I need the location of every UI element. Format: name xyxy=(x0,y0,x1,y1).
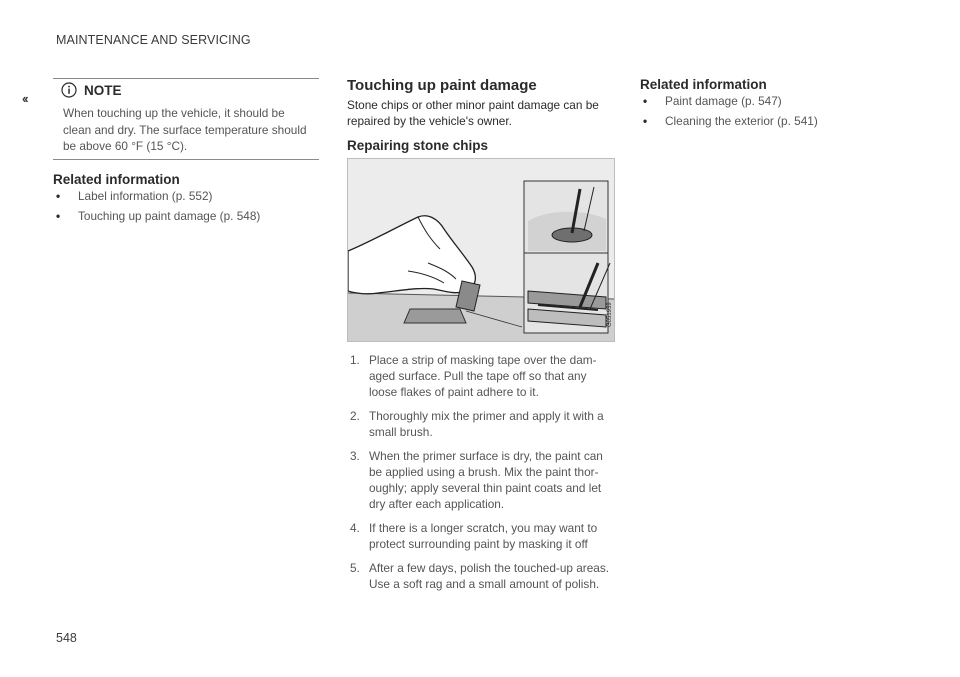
info-icon xyxy=(61,82,77,98)
related-link-label-information[interactable]: • Label information (p. 552) xyxy=(56,189,213,203)
right-related-heading: Related information xyxy=(640,77,767,92)
bullet: • xyxy=(56,189,61,203)
note-box xyxy=(53,78,319,160)
running-header: MAINTENANCE AND SERVICING xyxy=(56,33,251,47)
subheading-stone-chips: Repairing stone chips xyxy=(347,138,489,153)
continued-from-previous-icon: ‹‹ xyxy=(22,91,27,106)
step-item: 1. Place a strip of masking tape over the dam-aged surface. Pull the tape off so that any loose flakes of paint adhere to it. xyxy=(350,353,597,399)
page-number: 548 xyxy=(56,631,77,645)
related-link-paint-damage[interactable]: • Paint damage (p. 547) xyxy=(643,94,782,108)
bullet: • xyxy=(643,94,648,108)
note-header xyxy=(61,82,122,98)
section-title: Touching up paint damage xyxy=(347,77,537,94)
left-related-list xyxy=(53,188,319,224)
left-related-section xyxy=(53,172,319,228)
repair-steps xyxy=(347,352,615,600)
step-item: 4. If there is a longer scratch, you may want to protect surrounding paint by masking it off xyxy=(350,521,598,551)
figure-code: G051939 xyxy=(607,302,613,327)
related-link-touching-up[interactable]: • Touching up paint damage (p. 548) xyxy=(56,209,261,223)
left-related-heading: Related information xyxy=(53,172,180,187)
step-item: 5. After a few days, polish the touched-up areas. Use a soft rag and a small amount of polish. xyxy=(350,561,610,591)
note-text: When touching up the vehicle, it should be clean and dry. The surface temperature should be above 60 °F (15 °C). xyxy=(63,106,307,153)
related-link-cleaning-exterior[interactable]: • Cleaning the exterior (p. 541) xyxy=(643,114,818,128)
stone-chip-repair-illustration xyxy=(347,158,615,342)
bullet: • xyxy=(56,209,61,223)
note-label: NOTE xyxy=(84,82,122,98)
step-item: 3. When the primer surface is dry, the paint can be applied using a brush. Mix the paint thor-oughly; apply several thin paint coats and let dry after each application. xyxy=(350,449,603,511)
right-related-section xyxy=(640,77,910,133)
step-item: 2. Thoroughly mix the primer and apply it with a small brush. xyxy=(350,409,604,439)
right-related-list xyxy=(640,93,910,129)
bullet: • xyxy=(643,114,648,128)
intro-paragraph: Stone chips or other minor paint damage can be repaired by the vehicle's owner. xyxy=(347,98,599,128)
